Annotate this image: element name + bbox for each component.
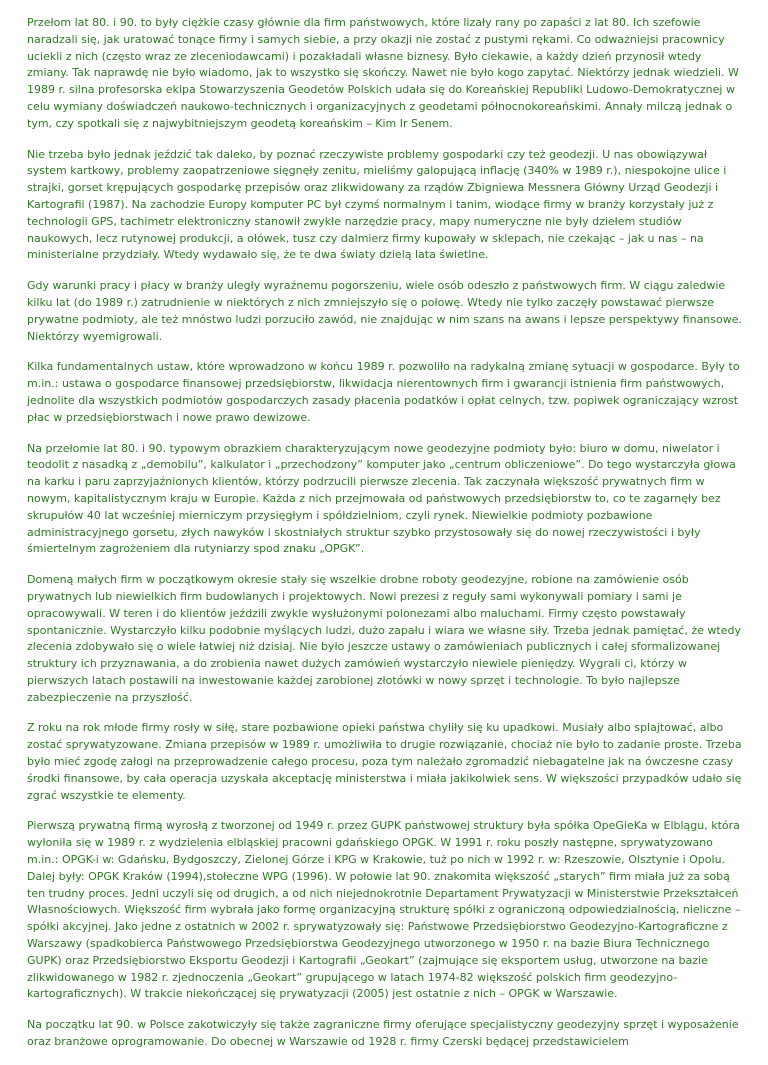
- paragraph-3: Gdy warunki pracy i płacy w branży uległy wyraźnemu pogorszeniu, wiele osób odeszło z państwowych firm. W ciągu zaledwie kilku lat (do 1989 r.) zatrudnienie w niektórych z nich zmniejszyło się o połowę. Wtedy nie tylko zaczęły powstawać pierwsze prywatne podmioty, ale też mnóstwo ludzi porzuciło zawód, nie znajdując w nim szans na awans i lepsze perspektywy finansowe. Niektórzy wyemigrowali.: [27, 279, 743, 343]
- paragraph-9: Na początku lat 90. w Polsce zakotwiczyły się także zagraniczne firmy oferujące specjalistyczny geodezyjny sprzęt i wyposażenie oraz branżowe oprogramowanie. Do obecnej w Warszawie od 1928 r. firmy Czerski będącej przedstawicielem: [27, 1018, 739, 1049]
- paragraph-6: Domeną małych firm w początkowym okresie stały się wszelkie drobne roboty geodezyjne, robione na zamówienie osób prywatnych lub niewielkich firm budowlanych i projektowych. Nowi prezesi z reguły sami wykonywali pomiary i sami je opracowywali. W teren i do klientów jeździli zwykle wysłużonymi polonezami albo maluchami. Firmy często powstawały spontanicznie. Wystarczyło kilku podobnie myślących ludzi, dużo zapału i wiara we własne siły. Trzeba jednak pamiętać, że wtedy zlecenia zdobywało się o wiele łatwiej niż dzisiaj. Nie było jeszcze ustawy o zamówieniach publicznych i całej sformalizowanej struktury ich przyznawania, a do zrobienia nawet dużych zamówień wystarczyło niewiele pieniędzy. Wygrali ci, którzy w pierwszych latach postawili na inwestowanie każdej zarobionej złotówki w nowy sprzęt i technologie. To było najlepsze zabezpieczenie na przyszłość.: [27, 573, 741, 704]
- document-body: [27, 15, 743, 1065]
- paragraph-5: Na przełomie lat 80. i 90. typowym obrazkiem charakteryzującym nowe geodezyjne podmioty było: biuro w domu, niwelator i teodolit z nasadką z „demobilu”, kalkulator i „przechodzony” komputer jako „centrum obliczeniowe”. Do tego wystarczyła głowa na karku i paru zaprzyjaźnionych klientów, którzy podrzucili pierwsze zlecenia. Tak zaczynała większość prywatnych firm w nowym, kapitalistycznym kraju w Europie. Każda z nich przejmowała od państwowych przedsiębiorstw to, co te zagarnęły bez skrupułów 40 lat wcześniej mierniczym przysięgłym i spółdzielniom, czyli rynek. Niewielkie podmioty pozbawione administracyjnego gorsetu, złych nawyków i skostniałych struktur szybko przystosowały się do nowej rzeczywistości i były śmiertelnym zagrożeniem dla rutyniarzy spod znaku „OPGK”.: [27, 441, 736, 556]
- paragraph-4: Kilka fundamentalnych ustaw, które wprowadzono w końcu 1989 r. pozwoliło na radykalną zmianę sytuacji w gospodarce. Były to m.in.: ustawa o gospodarce finansowej przedsiębiorstw, likwidacja nierentownych firm i gwarancji istnienia firm państwowych, jednolite dla wszystkich podmiotów gospodarczych zasady płacenia podatków i opłat celnych, tzw. popiwek ograniczający wzrost płac w przedsiębiorstwach i nowe prawo dewizowe.: [27, 360, 740, 424]
- paragraph-7: Z roku na rok młode firmy rosły w siłę, stare pozbawione opieki państwa chyliły się ku upadkowi. Musiały albo splajtować, albo zostać sprywatyzowane. Zmiana przepisów w 1989 r. umożliwiła to drugie rozwiązanie, chociaż nie było to zadanie proste. Trzeba było mieć zgodę załogi na przeprowadzenie całego procesu, poza tym należało zgromadzić niebagatelne jak na ówczesne czasy środki finansowe, by cała operacja uzyskała akceptację ministerstwa i miała jakikolwiek sens. W większości przypadków udało się zgrać wszystkie te elementy.: [27, 721, 742, 802]
- paragraph-1: Przełom lat 80. i 90. to były ciężkie czasy głównie dla firm państwowych, które lizały rany po zapaści z lat 80. Ich szefowie naradzali się, jak uratować tonące firmy i samych siebie, a przy okazji nie zostać z pustymi rękami. Co odważniejsi pracownicy uciekli z nich (często wraz ze zleceniodawcami) i pozakładali własne biznesy. Było ciekawie, a każdy dzień przynosił wtedy zmiany. Tak naprawdę nie było wiadomo, jak to wszystko się skończy. Nawet nie było kogo zapytać. Niektórzy jednak wiedzieli. W 1989 r. silna profesorska ekipa Stowarzyszenia Geodetów Polskich udała się do Koreańskiej Republiki Ludowo-Demokratycznej w celu wymiany doświadczeń naukowo-technicznych i organizacyjnych z geodetami północnokoreańskimi. Annały milczą jednak o tym, czy spotkali się z najwybitniejszym geodetą koreańskim – Kim Ir Senem.: [27, 16, 739, 130]
- paragraph-8: Pierwszą prywatną firmą wyrosłą z tworzonej od 1949 r. przez GUPK państwowej struktury była spółka OpeGieKa w Elblągu, która wyłoniła się w 1989 r. z wydzielenia elbląskiej pracowni gdańskiego OPGK. W 1991 r. roku poszły następne, sprywatyzowano m.in.: OPGK-i w: Gdańsku, Bydgoszczy, Zielonej Górze i KPG w Krakowie, tuż po nich w 1992 r. w: Rzeszowie, Olsztynie i Opolu. Dalej były: OPGK Kraków (1994),stołeczne WPG (1996). W połowie lat 90. znakomita większość „starych” firm miała już za sobą ten trudny proces. Jedni uczyli się od drugich, a od nich niejednokrotnie Departament Prywatyzacji w Ministerstwie Przekształceń Własnościowych. Większość firm wybrała jako formę organizacyjną strukturę spółki z ograniczoną odpowiedzialnością, nieliczne – spółki akcyjnej. Jako jedne z ostatnich w 2002 r. sprywatyzowały się: Państwowe Przedsiębiorstwo Geodezyjno-Kartograficzne z Warszawy (spadkobierca Państwowego Przedsiębiorstwa Geodezyjnego utworzonego w 1950 r. na bazie Biura Technicznego GUPK) oraz Przedsiębiorstwo Eksportu Geodezji i Kartografii „Geokart” (zajmujące się eksportem usług, utworzone na bazie zlikwidowanego w 1982 r. zjednoczenia „Geokart” grupującego w latach 1974-82 większość polskich firm geodezyjno-kartograficznych). W trakcie niekończącej się prywatyzacji (2005) jest ostatnie z nich – OPGK w Warszawie.: [27, 819, 741, 1001]
- paragraph-2: Nie trzeba było jednak jeździć tak daleko, by poznać rzeczywiste problemy gospodarki czy też geodezji. U nas obowiązywał system kartkowy, problemy zaopatrzeniowe sięgnęły zenitu, mieliśmy galopującą inflację (340% w 1989 r.), niespokojne ulice i strajki, gorset krępujących gospodarkę przepisów oraz zlikwidowany za rządów Zbigniewa Messnera Główny Urząd Geodezji i Kartografii (1987). Na zachodzie Europy komputer PC był czymś normalnym i tanim, wiodące firmy w branży korzystały już z technologii GPS, tachimetr elektroniczny stanowił zwykłe narzędzie pracy, mapy numeryczne nie były dziełem studiów naukowych, lecz rutynowej produkcji, a ołówek, tusz czy dalmierz firmy kupowały w sklepach, nie czekając – jak u nas – na ministerialne przydziały. Wtedy wydawało się, że te dwa światy dzielą lata świetlne.: [27, 147, 727, 262]
